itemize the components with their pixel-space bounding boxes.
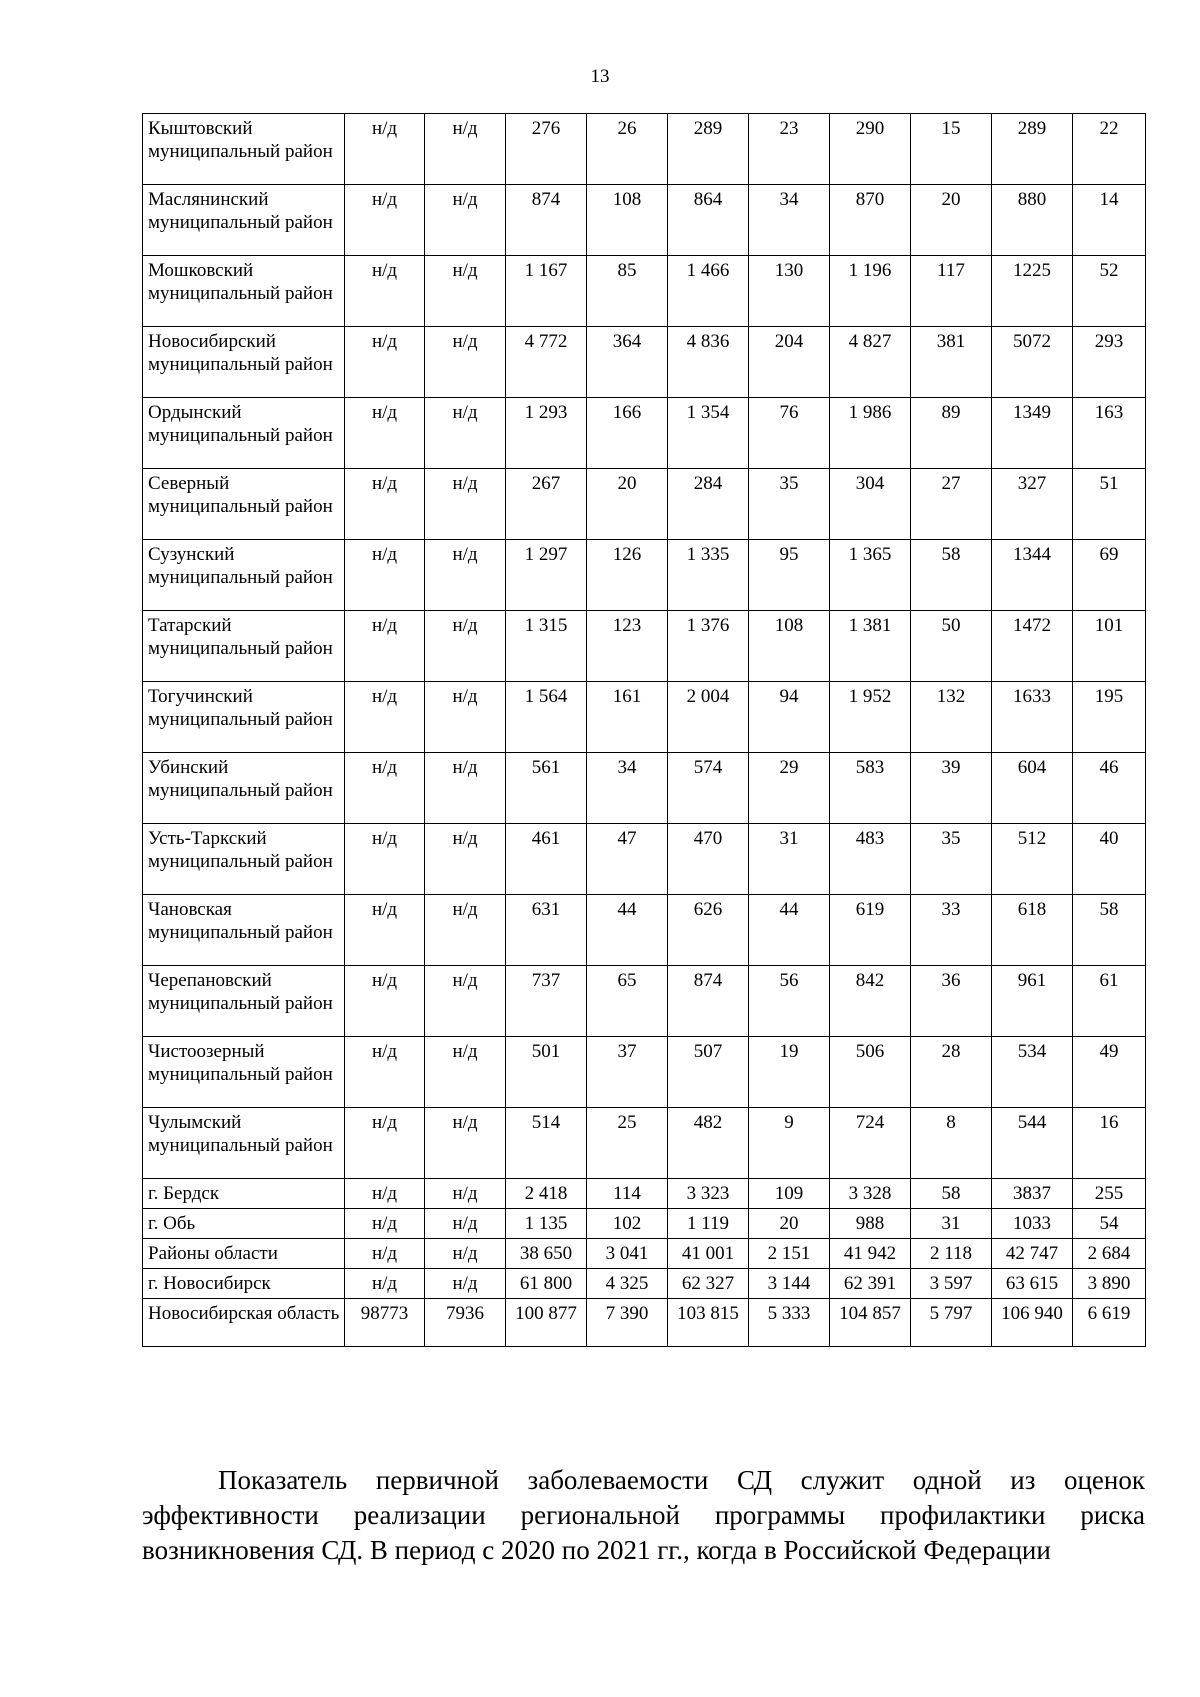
value-cell: 42 747 — [992, 1239, 1073, 1269]
value-cell: 4 827 — [830, 327, 911, 398]
region-name-cell: Новосибирская область — [143, 1299, 345, 1347]
region-name-cell: Усть-Таркский муниципальный район — [143, 824, 345, 895]
region-name-cell: г. Новосибирск — [143, 1269, 345, 1299]
table-row — [143, 1209, 1146, 1239]
value-cell: 52 — [1073, 256, 1146, 327]
value-cell: н/д — [345, 1269, 425, 1299]
value-cell: 65 — [587, 966, 668, 1037]
value-cell: 3 144 — [749, 1269, 830, 1299]
value-cell: 58 — [911, 540, 992, 611]
value-cell: 56 — [749, 966, 830, 1037]
region-name-cell: Чистоозерный муниципальный район — [143, 1037, 345, 1108]
value-cell: н/д — [345, 1179, 425, 1209]
region-name-cell: Черепановский муниципальный район — [143, 966, 345, 1037]
value-cell: 61 — [1073, 966, 1146, 1037]
value-cell: н/д — [345, 185, 425, 256]
value-cell: н/д — [345, 540, 425, 611]
value-cell: н/д — [345, 682, 425, 753]
region-name-cell: Чулымский муниципальный район — [143, 1108, 345, 1179]
value-cell: н/д — [345, 398, 425, 469]
value-cell: 737 — [506, 966, 587, 1037]
value-cell: 5072 — [992, 327, 1073, 398]
value-cell: 5 797 — [911, 1299, 992, 1347]
value-cell: 114 — [587, 1179, 668, 1209]
value-cell: 5 333 — [749, 1299, 830, 1347]
value-cell: н/д — [345, 966, 425, 1037]
value-cell: н/д — [425, 256, 506, 327]
table-row — [143, 682, 1146, 753]
value-cell: 1 466 — [668, 256, 749, 327]
value-cell: 132 — [911, 682, 992, 753]
value-cell: 364 — [587, 327, 668, 398]
table-row — [143, 185, 1146, 256]
value-cell: 29 — [749, 753, 830, 824]
table-row — [143, 1108, 1146, 1179]
region-name-cell: Кыштовский муниципальный район — [143, 114, 345, 185]
value-cell: н/д — [425, 114, 506, 185]
region-name-cell: Сузунский муниципальный район — [143, 540, 345, 611]
value-cell: 988 — [830, 1209, 911, 1239]
region-name-cell: Татарский муниципальный район — [143, 611, 345, 682]
value-cell: 130 — [749, 256, 830, 327]
value-cell: 34 — [587, 753, 668, 824]
value-cell: 58 — [1073, 895, 1146, 966]
value-cell: 204 — [749, 327, 830, 398]
value-cell: 1 196 — [830, 256, 911, 327]
value-cell: 20 — [911, 185, 992, 256]
value-cell: 7 390 — [587, 1299, 668, 1347]
table-row — [143, 1269, 1146, 1299]
value-cell: н/д — [345, 611, 425, 682]
value-cell: н/д — [425, 753, 506, 824]
value-cell: 870 — [830, 185, 911, 256]
value-cell: 95 — [749, 540, 830, 611]
value-cell: 1 365 — [830, 540, 911, 611]
value-cell: 1472 — [992, 611, 1073, 682]
value-cell: 1 952 — [830, 682, 911, 753]
value-cell: 31 — [911, 1209, 992, 1239]
value-cell: 2 684 — [1073, 1239, 1146, 1269]
value-cell: н/д — [345, 469, 425, 540]
value-cell: 842 — [830, 966, 911, 1037]
value-cell: 506 — [830, 1037, 911, 1108]
value-cell: 47 — [587, 824, 668, 895]
value-cell: 58 — [911, 1179, 992, 1209]
value-cell: 36 — [911, 966, 992, 1037]
value-cell: 1 135 — [506, 1209, 587, 1239]
value-cell: 41 001 — [668, 1239, 749, 1269]
value-cell: 289 — [992, 114, 1073, 185]
value-cell: н/д — [425, 895, 506, 966]
value-cell: 3 323 — [668, 1179, 749, 1209]
region-name-cell: Северный муниципальный район — [143, 469, 345, 540]
value-cell: н/д — [425, 469, 506, 540]
value-cell: 604 — [992, 753, 1073, 824]
value-cell: 2 004 — [668, 682, 749, 753]
value-cell: 284 — [668, 469, 749, 540]
value-cell: 46 — [1073, 753, 1146, 824]
value-cell: 381 — [911, 327, 992, 398]
value-cell: 961 — [992, 966, 1073, 1037]
value-cell: 34 — [749, 185, 830, 256]
value-cell: н/д — [345, 753, 425, 824]
value-cell: н/д — [345, 1108, 425, 1179]
value-cell: 41 942 — [830, 1239, 911, 1269]
value-cell: 619 — [830, 895, 911, 966]
value-cell: 7936 — [425, 1299, 506, 1347]
value-cell: н/д — [425, 682, 506, 753]
value-cell: н/д — [425, 1269, 506, 1299]
value-cell: 1 335 — [668, 540, 749, 611]
value-cell: 864 — [668, 185, 749, 256]
value-cell: н/д — [425, 824, 506, 895]
value-cell: 35 — [911, 824, 992, 895]
value-cell: 98773 — [345, 1299, 425, 1347]
value-cell: н/д — [425, 1239, 506, 1269]
value-cell: 54 — [1073, 1209, 1146, 1239]
value-cell: 1 119 — [668, 1209, 749, 1239]
value-cell: н/д — [425, 1179, 506, 1209]
value-cell: 1 297 — [506, 540, 587, 611]
value-cell: 37 — [587, 1037, 668, 1108]
value-cell: н/д — [425, 611, 506, 682]
value-cell: 255 — [1073, 1179, 1146, 1209]
region-name-cell: Тогучинский муниципальный район — [143, 682, 345, 753]
value-cell: 195 — [1073, 682, 1146, 753]
value-cell: 35 — [749, 469, 830, 540]
value-cell: 49 — [1073, 1037, 1146, 1108]
value-cell: 166 — [587, 398, 668, 469]
value-cell: 126 — [587, 540, 668, 611]
value-cell: 1 381 — [830, 611, 911, 682]
value-cell: 109 — [749, 1179, 830, 1209]
value-cell: 3 041 — [587, 1239, 668, 1269]
value-cell: 3837 — [992, 1179, 1073, 1209]
value-cell: 8 — [911, 1108, 992, 1179]
region-name-cell: Чановская муниципальный район — [143, 895, 345, 966]
table-row — [143, 753, 1146, 824]
value-cell: н/д — [345, 895, 425, 966]
value-cell: 461 — [506, 824, 587, 895]
value-cell: 4 772 — [506, 327, 587, 398]
value-cell: 1033 — [992, 1209, 1073, 1239]
value-cell: 103 815 — [668, 1299, 749, 1347]
region-name-cell: Районы области — [143, 1239, 345, 1269]
value-cell: 483 — [830, 824, 911, 895]
value-cell: 33 — [911, 895, 992, 966]
value-cell: 1 376 — [668, 611, 749, 682]
value-cell: 15 — [911, 114, 992, 185]
value-cell: 1 986 — [830, 398, 911, 469]
value-cell: 20 — [587, 469, 668, 540]
value-cell: 304 — [830, 469, 911, 540]
value-cell: 3 328 — [830, 1179, 911, 1209]
value-cell: 38 650 — [506, 1239, 587, 1269]
value-cell: 512 — [992, 824, 1073, 895]
page-number: 13 — [590, 66, 610, 87]
value-cell: 514 — [506, 1108, 587, 1179]
value-cell: 100 877 — [506, 1299, 587, 1347]
value-cell: 51 — [1073, 469, 1146, 540]
value-cell: 108 — [587, 185, 668, 256]
table-row — [143, 469, 1146, 540]
value-cell: 507 — [668, 1037, 749, 1108]
table-row — [143, 824, 1146, 895]
table-row — [143, 327, 1146, 398]
table-row — [143, 966, 1146, 1037]
value-cell: 724 — [830, 1108, 911, 1179]
value-cell: н/д — [345, 256, 425, 327]
value-cell: 23 — [749, 114, 830, 185]
value-cell: 1 354 — [668, 398, 749, 469]
value-cell: 2 118 — [911, 1239, 992, 1269]
region-name-cell: Новосибирский муниципальный район — [143, 327, 345, 398]
table-row — [143, 398, 1146, 469]
table-row — [143, 895, 1146, 966]
value-cell: 104 857 — [830, 1299, 911, 1347]
value-cell: 20 — [749, 1209, 830, 1239]
value-cell: 289 — [668, 114, 749, 185]
table-row — [143, 1037, 1146, 1108]
value-cell: 327 — [992, 469, 1073, 540]
value-cell: 1 315 — [506, 611, 587, 682]
value-cell: 31 — [749, 824, 830, 895]
value-cell: 19 — [749, 1037, 830, 1108]
value-cell: 26 — [587, 114, 668, 185]
value-cell: 618 — [992, 895, 1073, 966]
value-cell: 267 — [506, 469, 587, 540]
value-cell: 1225 — [992, 256, 1073, 327]
value-cell: 1 293 — [506, 398, 587, 469]
value-cell: 61 800 — [506, 1269, 587, 1299]
value-cell: н/д — [425, 966, 506, 1037]
value-cell: 117 — [911, 256, 992, 327]
value-cell: 161 — [587, 682, 668, 753]
value-cell: 108 — [749, 611, 830, 682]
value-cell: 28 — [911, 1037, 992, 1108]
value-cell: н/д — [425, 327, 506, 398]
table-body — [143, 114, 1146, 1347]
value-cell: н/д — [345, 1209, 425, 1239]
value-cell: 4 836 — [668, 327, 749, 398]
value-cell: 574 — [668, 753, 749, 824]
value-cell: 94 — [749, 682, 830, 753]
value-cell: н/д — [425, 1108, 506, 1179]
value-cell: н/д — [345, 114, 425, 185]
value-cell: 631 — [506, 895, 587, 966]
value-cell: 544 — [992, 1108, 1073, 1179]
table-row — [143, 1239, 1146, 1269]
value-cell: 27 — [911, 469, 992, 540]
value-cell: 583 — [830, 753, 911, 824]
value-cell: 1 564 — [506, 682, 587, 753]
table-row — [143, 611, 1146, 682]
value-cell: 561 — [506, 753, 587, 824]
value-cell: 106 940 — [992, 1299, 1073, 1347]
value-cell: 3 597 — [911, 1269, 992, 1299]
value-cell: 9 — [749, 1108, 830, 1179]
value-cell: 50 — [911, 611, 992, 682]
value-cell: 40 — [1073, 824, 1146, 895]
value-cell: 2 151 — [749, 1239, 830, 1269]
value-cell: 123 — [587, 611, 668, 682]
value-cell: 880 — [992, 185, 1073, 256]
table-row — [143, 1179, 1146, 1209]
value-cell: н/д — [425, 1209, 506, 1239]
value-cell: 276 — [506, 114, 587, 185]
value-cell: 293 — [1073, 327, 1146, 398]
value-cell: 501 — [506, 1037, 587, 1108]
value-cell: 6 619 — [1073, 1299, 1146, 1347]
value-cell: 69 — [1073, 540, 1146, 611]
value-cell: 4 325 — [587, 1269, 668, 1299]
value-cell: н/д — [345, 327, 425, 398]
region-name-cell: Убинский муниципальный район — [143, 753, 345, 824]
value-cell: н/д — [425, 540, 506, 611]
value-cell: 63 615 — [992, 1269, 1073, 1299]
region-name-cell: г. Обь — [143, 1209, 345, 1239]
table-row — [143, 540, 1146, 611]
region-name-cell: Маслянинский муниципальный район — [143, 185, 345, 256]
value-cell: 470 — [668, 824, 749, 895]
value-cell: 2 418 — [506, 1179, 587, 1209]
value-cell: 1 167 — [506, 256, 587, 327]
value-cell: 89 — [911, 398, 992, 469]
value-cell: 482 — [668, 1108, 749, 1179]
value-cell: 101 — [1073, 611, 1146, 682]
value-cell: 25 — [587, 1108, 668, 1179]
value-cell: 62 327 — [668, 1269, 749, 1299]
body-paragraph: Показатель первичной заболеваемости СД служит одной из оценок эффективности реализации региональной программы профилактики риска возникновения СД. В период с 2020 по 2021 гг., когда в Российской Федерации — [142, 1465, 1145, 1565]
value-cell: 1633 — [992, 682, 1073, 753]
value-cell: 62 391 — [830, 1269, 911, 1299]
value-cell: 1349 — [992, 398, 1073, 469]
value-cell: 534 — [992, 1037, 1073, 1108]
value-cell: 76 — [749, 398, 830, 469]
table-row — [143, 256, 1146, 327]
value-cell: 14 — [1073, 185, 1146, 256]
value-cell: 874 — [668, 966, 749, 1037]
value-cell: 39 — [911, 753, 992, 824]
value-cell: 626 — [668, 895, 749, 966]
value-cell: 3 890 — [1073, 1269, 1146, 1299]
value-cell: 163 — [1073, 398, 1146, 469]
table-row — [143, 1299, 1146, 1347]
region-name-cell: г. Бердск — [143, 1179, 345, 1209]
value-cell: 44 — [749, 895, 830, 966]
value-cell: 102 — [587, 1209, 668, 1239]
value-cell: н/д — [345, 1037, 425, 1108]
value-cell: 290 — [830, 114, 911, 185]
value-cell: 22 — [1073, 114, 1146, 185]
morbidity-table — [142, 113, 1146, 1347]
region-name-cell: Мошковский муниципальный район — [143, 256, 345, 327]
value-cell: н/д — [425, 185, 506, 256]
value-cell: 16 — [1073, 1108, 1146, 1179]
value-cell: н/д — [425, 1037, 506, 1108]
table-row — [143, 114, 1146, 185]
value-cell: 1344 — [992, 540, 1073, 611]
value-cell: 85 — [587, 256, 668, 327]
value-cell: 874 — [506, 185, 587, 256]
value-cell: н/д — [345, 1239, 425, 1269]
value-cell: н/д — [345, 824, 425, 895]
value-cell: н/д — [425, 398, 506, 469]
region-name-cell: Ордынский муниципальный район — [143, 398, 345, 469]
value-cell: 44 — [587, 895, 668, 966]
